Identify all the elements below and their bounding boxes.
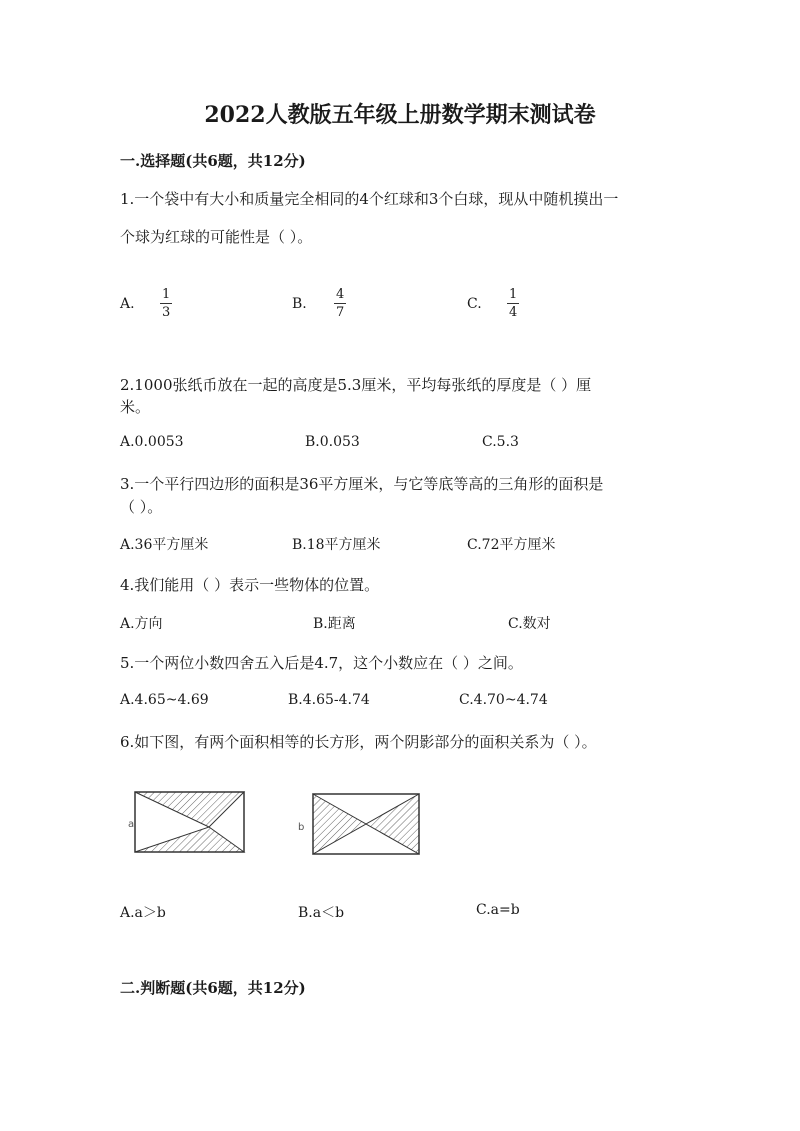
figure-a-shaded-bottom [135,827,244,852]
q3-option-b: B.18平方厘米 [292,537,381,553]
q5-option-c: C.4.70~4.74 [459,692,548,708]
q4-option-c: C.数对 [508,616,551,632]
section-heading-judgement: 二.判断题(共6题，共12分) [120,979,306,997]
question-6-line-1: 6.如下图，有两个面积相等的长方形，两个阴影部分的面积关系为（ ）。 [120,733,597,751]
q1-option-a-fraction [160,288,172,319]
q1-option-b-numerator: 4 [336,287,345,302]
question-2-line-1: 2.1000张纸币放在一起的高度是5.3厘米，平均每张纸的厚度是（ ）厘 [120,376,592,394]
question-3-line-2: （ ）。 [120,498,163,516]
question-5-line-1: 5.一个两位小数四舍五入后是4.7，这个小数应在（ ）之间。 [120,654,523,672]
q1-option-a-numerator: 1 [162,287,171,302]
question-1-line-1: 1.一个袋中有大小和质量完全相同的4个红球和3个白球，现从中随机摸出一 [120,190,619,208]
q2-option-a: A.0.0053 [120,434,184,450]
q1-option-b-denominator: 7 [336,305,345,320]
figure-b-label: b [298,822,305,833]
q1-option-c-label: C. [467,296,482,312]
figure-b-rectangle [312,793,420,855]
question-1-line-2: 个球为红球的可能性是（ ）。 [120,228,313,246]
figure-a-shaded-top [135,792,244,827]
q6-option-b: B.a＜b [298,905,345,921]
q6-option-c: C.a=b [476,902,520,918]
figure-a-rectangle [134,791,246,853]
q1-option-a-label: A. [120,296,135,312]
section-heading-choice: 一.选择题(共6题，共12分) [120,152,306,170]
q1-option-a-denominator: 3 [162,305,171,320]
q6-option-a: A.a＞b [120,905,166,921]
q4-option-b: B.距离 [313,616,356,632]
q1-option-c-fraction [507,288,519,319]
question-3-line-1: 3.一个平行四边形的面积是36平方厘米，与它等底等高的三角形的面积是 [120,475,604,493]
q1-option-c-numerator: 1 [509,287,518,302]
q1-option-b-label: B. [292,296,307,312]
figure-b-shaded-right [366,794,419,854]
q3-option-c: C.72平方厘米 [467,537,556,553]
q4-option-a: A.方向 [120,616,163,632]
q1-option-c-denominator: 4 [509,305,518,320]
question-2-line-2: 米。 [120,398,151,416]
q2-option-b: B.0.053 [305,434,360,450]
q2-option-c: C.5.3 [482,434,519,450]
figure-a-label: a [128,819,135,830]
question-4-line-1: 4.我们能用（ ）表示一些物体的位置。 [120,576,380,594]
q3-option-a: A.36平方厘米 [120,537,209,553]
page-title: 2022人教版五年级上册数学期末测试卷 [204,102,596,128]
q1-option-b-fraction [334,288,346,319]
q5-option-a: A.4.65~4.69 [120,692,209,708]
figure-b-shaded-left [313,794,366,854]
q5-option-b: B.4.65-4.74 [288,692,370,708]
